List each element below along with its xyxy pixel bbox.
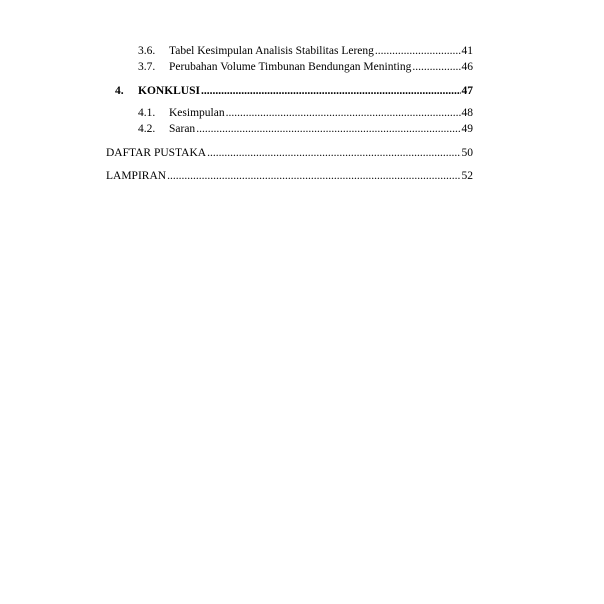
toc-entry-4-1 <box>138 106 473 120</box>
toc-entry-title: Perubahan Volume Timbunan Bendungan Meninting <box>169 61 412 73</box>
toc-entry-title: LAMPIRAN <box>106 170 167 182</box>
dot-leader <box>167 169 460 183</box>
toc-entry-title: DAFTAR PUSTAKA <box>106 147 207 159</box>
toc-entry-page: 46 <box>461 61 473 73</box>
toc-entry-3-6 <box>138 44 473 58</box>
toc-entry-number: 3.7. <box>138 61 156 73</box>
toc-entry-number: 4.2. <box>138 123 156 135</box>
dot-leader <box>226 106 461 120</box>
toc-entry-daftar-pustaka <box>106 146 473 160</box>
toc-entry-title: Kesimpulan <box>169 107 225 119</box>
toc-entry-page: 49 <box>461 123 473 135</box>
toc-entry-3-7 <box>138 60 473 74</box>
toc-entry-page: 41 <box>461 45 473 57</box>
toc-entry-page: 52 <box>461 170 473 182</box>
toc-entry-page: 50 <box>461 147 473 159</box>
toc-entry-number: 4. <box>115 85 124 97</box>
toc-entry-4-2 <box>138 122 473 136</box>
toc-entry-page: 47 <box>461 85 473 97</box>
dot-leader <box>201 84 461 98</box>
toc-entry-page: 48 <box>461 107 473 119</box>
dot-leader <box>207 146 460 160</box>
toc-entry-chapter-4 <box>115 84 473 98</box>
toc-entry-number: 3.6. <box>138 45 156 57</box>
dot-leader <box>375 44 461 58</box>
dot-leader <box>196 122 460 136</box>
toc-entry-number: 4.1. <box>138 107 156 119</box>
toc-entry-title: KONKLUSI <box>138 85 200 97</box>
dot-leader <box>412 60 460 74</box>
toc-entry-title: Saran <box>169 123 196 135</box>
toc-entry-lampiran <box>106 169 473 183</box>
toc-entry-title: Tabel Kesimpulan Analisis Stabilitas Lereng <box>169 45 374 57</box>
